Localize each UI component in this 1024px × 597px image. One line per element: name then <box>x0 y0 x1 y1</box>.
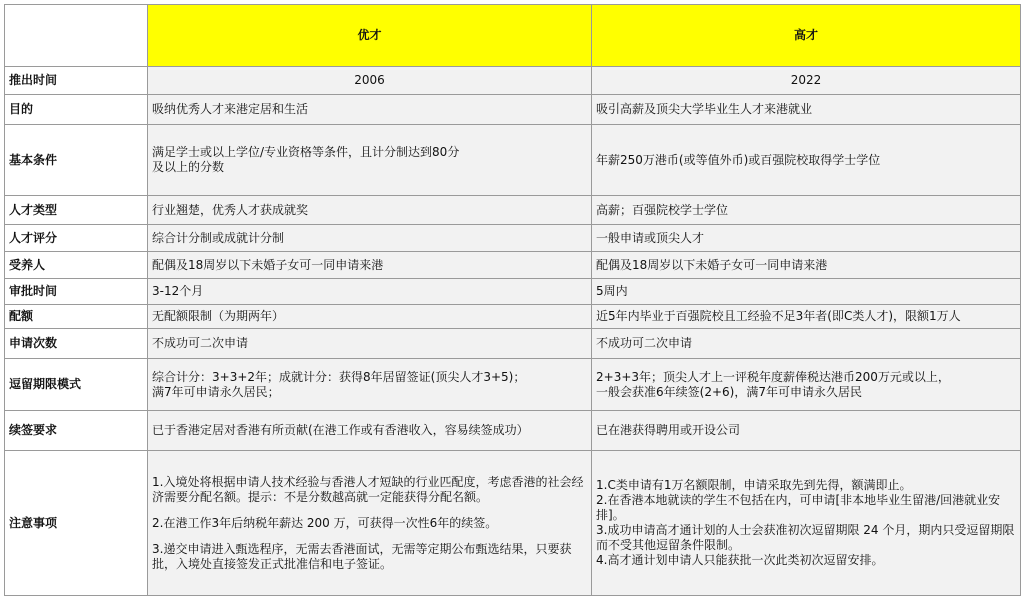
row-purpose <box>5 95 1021 125</box>
row-basic-conditions <box>5 125 1021 196</box>
cell-youcai-notes <box>148 451 592 596</box>
row-label: 人才类型 <box>5 196 148 225</box>
note-item: 1.入境处将根据申请人技术经验与香港人才短缺的行业匹配度，考虑香港的社会经济需要分配名额。提示：不是分数越高就一定能获得分配名额。 <box>152 474 584 504</box>
row-renewal <box>5 411 1021 451</box>
row-notes <box>5 451 1021 596</box>
row-label: 注意事项 <box>5 451 148 596</box>
cell-youcai: 配偶及18周岁以下未婚子女可一同申请来港 <box>148 252 592 279</box>
cell-youcai: 满足学士或以上学位/专业资格等条件，且计分制达到80分 及以上的分数 <box>148 125 592 196</box>
row-talent-scoring <box>5 225 1021 252</box>
cell-youcai: 综合计分制或成就计分制 <box>148 225 592 252</box>
cell-gaocai: 一般申请或顶尖人才 <box>592 225 1021 252</box>
cell-youcai: 无配额限制（为期两年） <box>148 305 592 329</box>
row-label: 申请次数 <box>5 329 148 359</box>
cell-gaocai: 配偶及18周岁以下未婚子女可一同申请来港 <box>592 252 1021 279</box>
header-youcai: 优才 <box>148 5 592 67</box>
cell-youcai: 吸纳优秀人才来港定居和生活 <box>148 95 592 125</box>
header-row <box>5 5 1021 67</box>
comparison-table <box>4 4 1021 596</box>
note-item: 4.高才通计划申请人只能获批一次此类初次逗留安排。 <box>596 553 884 567</box>
cell-youcai: 综合计分：3+3+2年；成就计分：获得8年居留签证(顶尖人才3+5)； 满7年可申请永久居民； <box>148 359 592 411</box>
cell-gaocai: 2+3+3年；顶尖人才上一评税年度薪俸税达港币200万元或以上， 一般会获准6年续签(2+6)，满7年可申请永久居民 <box>592 359 1021 411</box>
note-item: 3.成功申请高才通计划的人士会获准初次逗留期限 24 个月，期内只受逗留期限而不受其他逗留条件限制。 <box>596 523 1015 552</box>
cell-youcai: 2006 <box>148 67 592 95</box>
cell-gaocai: 5周内 <box>592 279 1021 305</box>
note-item: 2.在香港本地就读的学生不包括在内，可申请[非本地毕业生留港/回港就业安排]。 <box>596 493 1001 522</box>
cell-youcai: 行业翘楚，优秀人才获成就奖 <box>148 196 592 225</box>
row-label: 逗留期限模式 <box>5 359 148 411</box>
row-quota <box>5 305 1021 329</box>
cell-youcai: 已于香港定居对香港有所贡献(在港工作或有香港收入，容易续签成功） <box>148 411 592 451</box>
row-label: 人才评分 <box>5 225 148 252</box>
cell-youcai: 不成功可二次申请 <box>148 329 592 359</box>
cell-gaocai: 年薪250万港币(或等值外币)或百强院校取得学士学位 <box>592 125 1021 196</box>
row-talent-type <box>5 196 1021 225</box>
row-stay-period <box>5 359 1021 411</box>
cell-gaocai-notes <box>592 451 1021 596</box>
cell-gaocai: 高薪；百强院校学士学位 <box>592 196 1021 225</box>
row-label: 配额 <box>5 305 148 329</box>
row-dependents <box>5 252 1021 279</box>
row-label: 基本条件 <box>5 125 148 196</box>
row-label: 受养人 <box>5 252 148 279</box>
row-label: 续签要求 <box>5 411 148 451</box>
header-gaocai: 高才 <box>592 5 1021 67</box>
cell-youcai: 3-12个月 <box>148 279 592 305</box>
cell-gaocai: 吸引高薪及顶尖大学毕业生人才来港就业 <box>592 95 1021 125</box>
row-approval-time <box>5 279 1021 305</box>
cell-gaocai: 不成功可二次申请 <box>592 329 1021 359</box>
note-item: 3.递交申请进入甄选程序，无需去香港面试，无需等定期公布甄选结果，只要获批，入境处直接签发正式批准信和电子签证。 <box>152 541 572 571</box>
note-item: 1.C类申请有1万名额限制，申请采取先到先得，额满即止。 <box>596 478 912 492</box>
corner-cell <box>5 5 148 67</box>
cell-gaocai: 近5年内毕业于百强院校且工经验不足3年者(即C类人才)，限额1万人 <box>592 305 1021 329</box>
row-label: 审批时间 <box>5 279 148 305</box>
note-item: 2.在港工作3年后纳税年薪达 200 万，可获得一次性6年的续签。 <box>152 515 498 530</box>
row-launch-time <box>5 67 1021 95</box>
row-application-times <box>5 329 1021 359</box>
row-label: 目的 <box>5 95 148 125</box>
cell-gaocai: 2022 <box>592 67 1021 95</box>
row-label: 推出时间 <box>5 67 148 95</box>
cell-gaocai: 已在港获得聘用或开设公司 <box>592 411 1021 451</box>
